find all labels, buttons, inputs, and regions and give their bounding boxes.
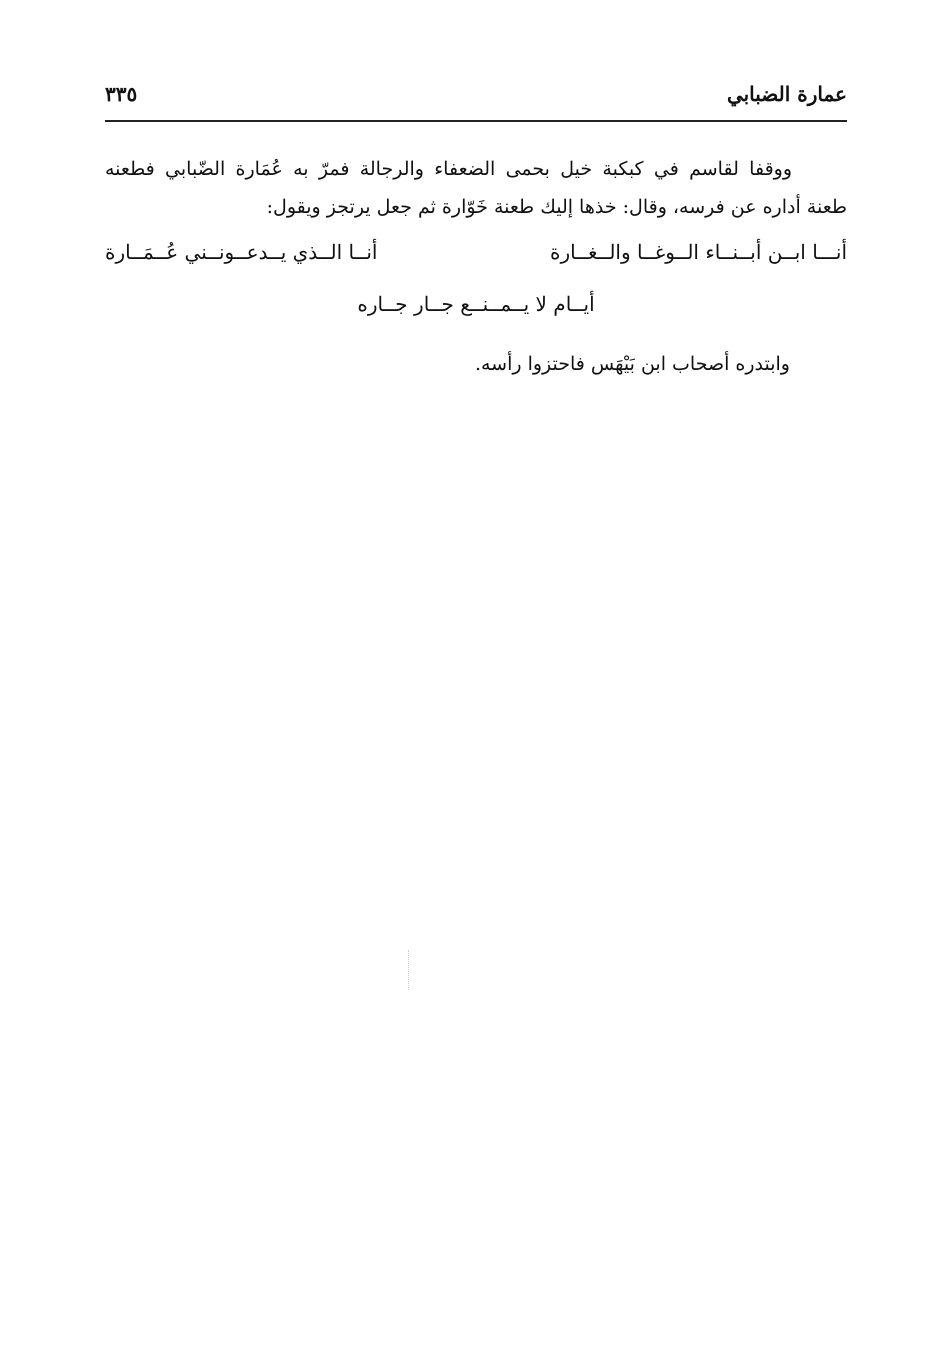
verse-1-first-hemistich: أنـــا ابــن أبــنــاء الــوغــا والــغــارة (550, 240, 847, 264)
verse-line-2: أيــام لا يــمــنــع جــار جــاره (357, 292, 595, 316)
scan-artifact (408, 950, 410, 990)
page-header (105, 76, 847, 116)
paragraph-1 (105, 150, 847, 226)
header-divider (105, 120, 847, 122)
verse-line-1 (105, 240, 847, 280)
paragraph-2: وابتدره أصحاب ابن بَيْهَس فاحتزوا رأسه. (474, 353, 790, 375)
paragraph-1-line-1: ووقفا لقاسم في كبكبة خيل بحمى الضعفاء والرجالة فمرّ به عُمَارة الضّبابي فطعنه (105, 158, 792, 180)
verse-1-second-hemistich: أنــا الــذي يــدعــونــني عُــمَــارة (105, 240, 378, 264)
running-title: عمارة الضبابي (726, 82, 847, 106)
page-number: ٣٣٥ (105, 82, 138, 106)
paragraph-1-line-2: طعنة أداره عن فرسه، وقال: خذها إليك طعنة خَوّارة ثم جعل يرتجز ويقول: (266, 196, 847, 218)
